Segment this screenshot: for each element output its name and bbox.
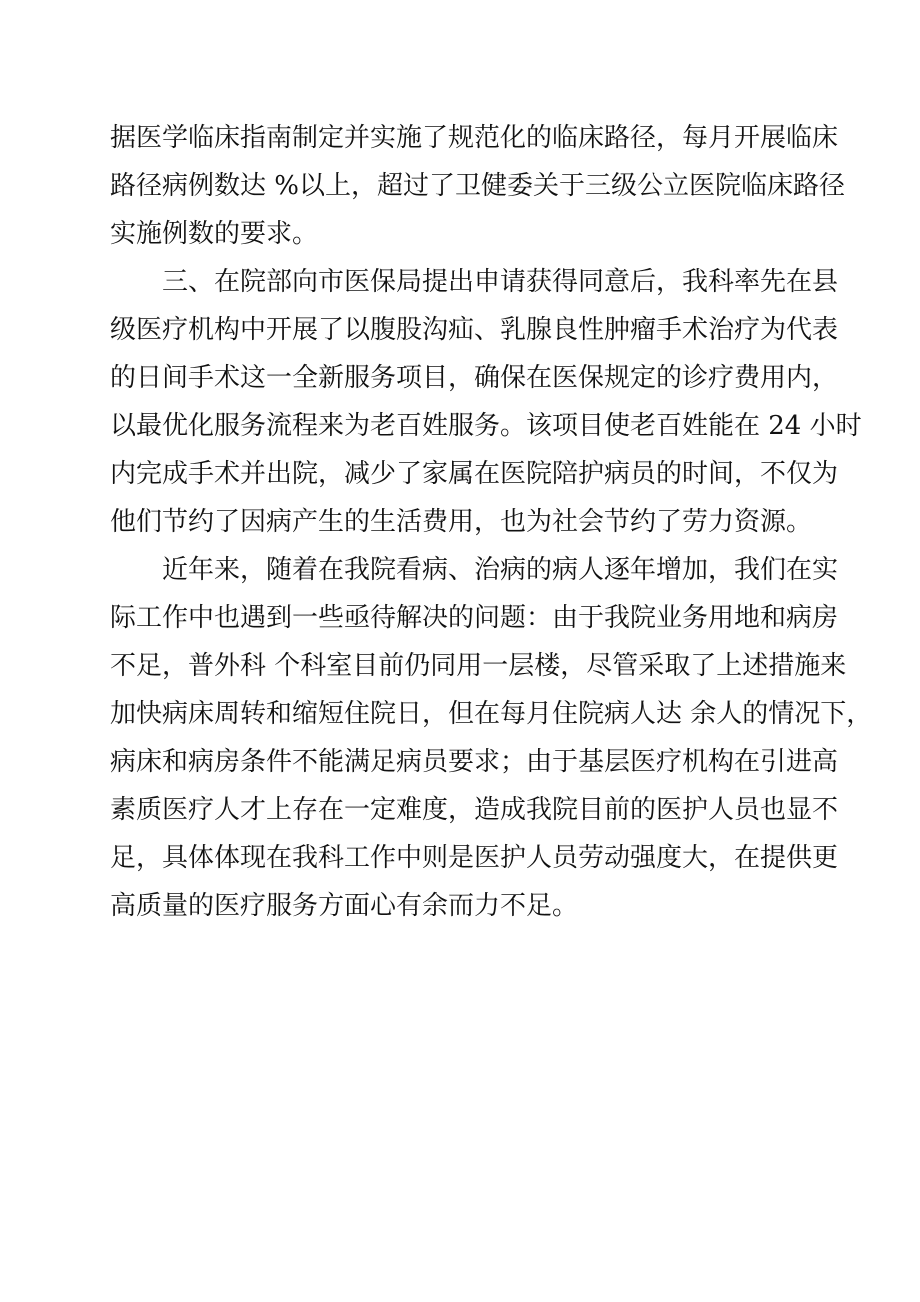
text-line: 他们节约了因病产生的生活费用，也为社会节约了劳力资源。 bbox=[110, 507, 813, 537]
text-line: 近年来，随着在我院看病、治病的病人逐年增加，我们在实 bbox=[162, 555, 839, 585]
paragraph-1 bbox=[110, 114, 845, 258]
text-line: 病床和病房条件不能满足病员要求；由于基层医疗机构在引进高 bbox=[110, 747, 839, 777]
text-line: 加快病床周转和缩短住院日，但在每月住院病人达 余人的情况下， bbox=[110, 699, 873, 729]
text-line: 级医疗机构中开展了以腹股沟疝、乳腺良性肿瘤手术治疗为代表 bbox=[110, 315, 839, 345]
text-line: 三、在院部向市医保局提出申请获得同意后，我科率先在县 bbox=[162, 267, 839, 297]
text-line: 实施例数的要求。 bbox=[110, 219, 319, 249]
text-line: 高质量的医疗服务方面心有余而力不足。 bbox=[110, 891, 579, 921]
text-line: 路径病例数达 %以上，超过了卫健委关于三级公立医院临床路径 bbox=[110, 171, 845, 201]
text-line: 际工作中也遇到一些亟待解决的问题：由于我院业务用地和病房 bbox=[110, 603, 839, 633]
text-line: 素质医疗人才上存在一定难度，造成我院目前的医护人员也显不 bbox=[110, 795, 839, 825]
document-body bbox=[110, 114, 873, 930]
text-line: 据医学临床指南制定并实施了规范化的临床路径，每月开展临床 bbox=[110, 123, 839, 153]
text-line: 的日间手术这一全新服务项目，确保在医保规定的诊疗费用内， bbox=[110, 363, 839, 393]
paragraph-2 bbox=[110, 258, 862, 546]
text-line: 足，具体体现在我科工作中则是医护人员劳动强度大，在提供更 bbox=[110, 843, 839, 873]
text-line: 不足，普外科 个科室目前仍同用一层楼，尽管采取了上述措施来 bbox=[110, 651, 847, 681]
text-line: 内完成手术并出院，减少了家属在医院陪护病员的时间，不仅为 bbox=[110, 459, 839, 489]
paragraph-3 bbox=[110, 546, 873, 930]
text-line: 以最优化服务流程来为老百姓服务。该项目使老百姓能在 24 小时 bbox=[110, 411, 862, 441]
